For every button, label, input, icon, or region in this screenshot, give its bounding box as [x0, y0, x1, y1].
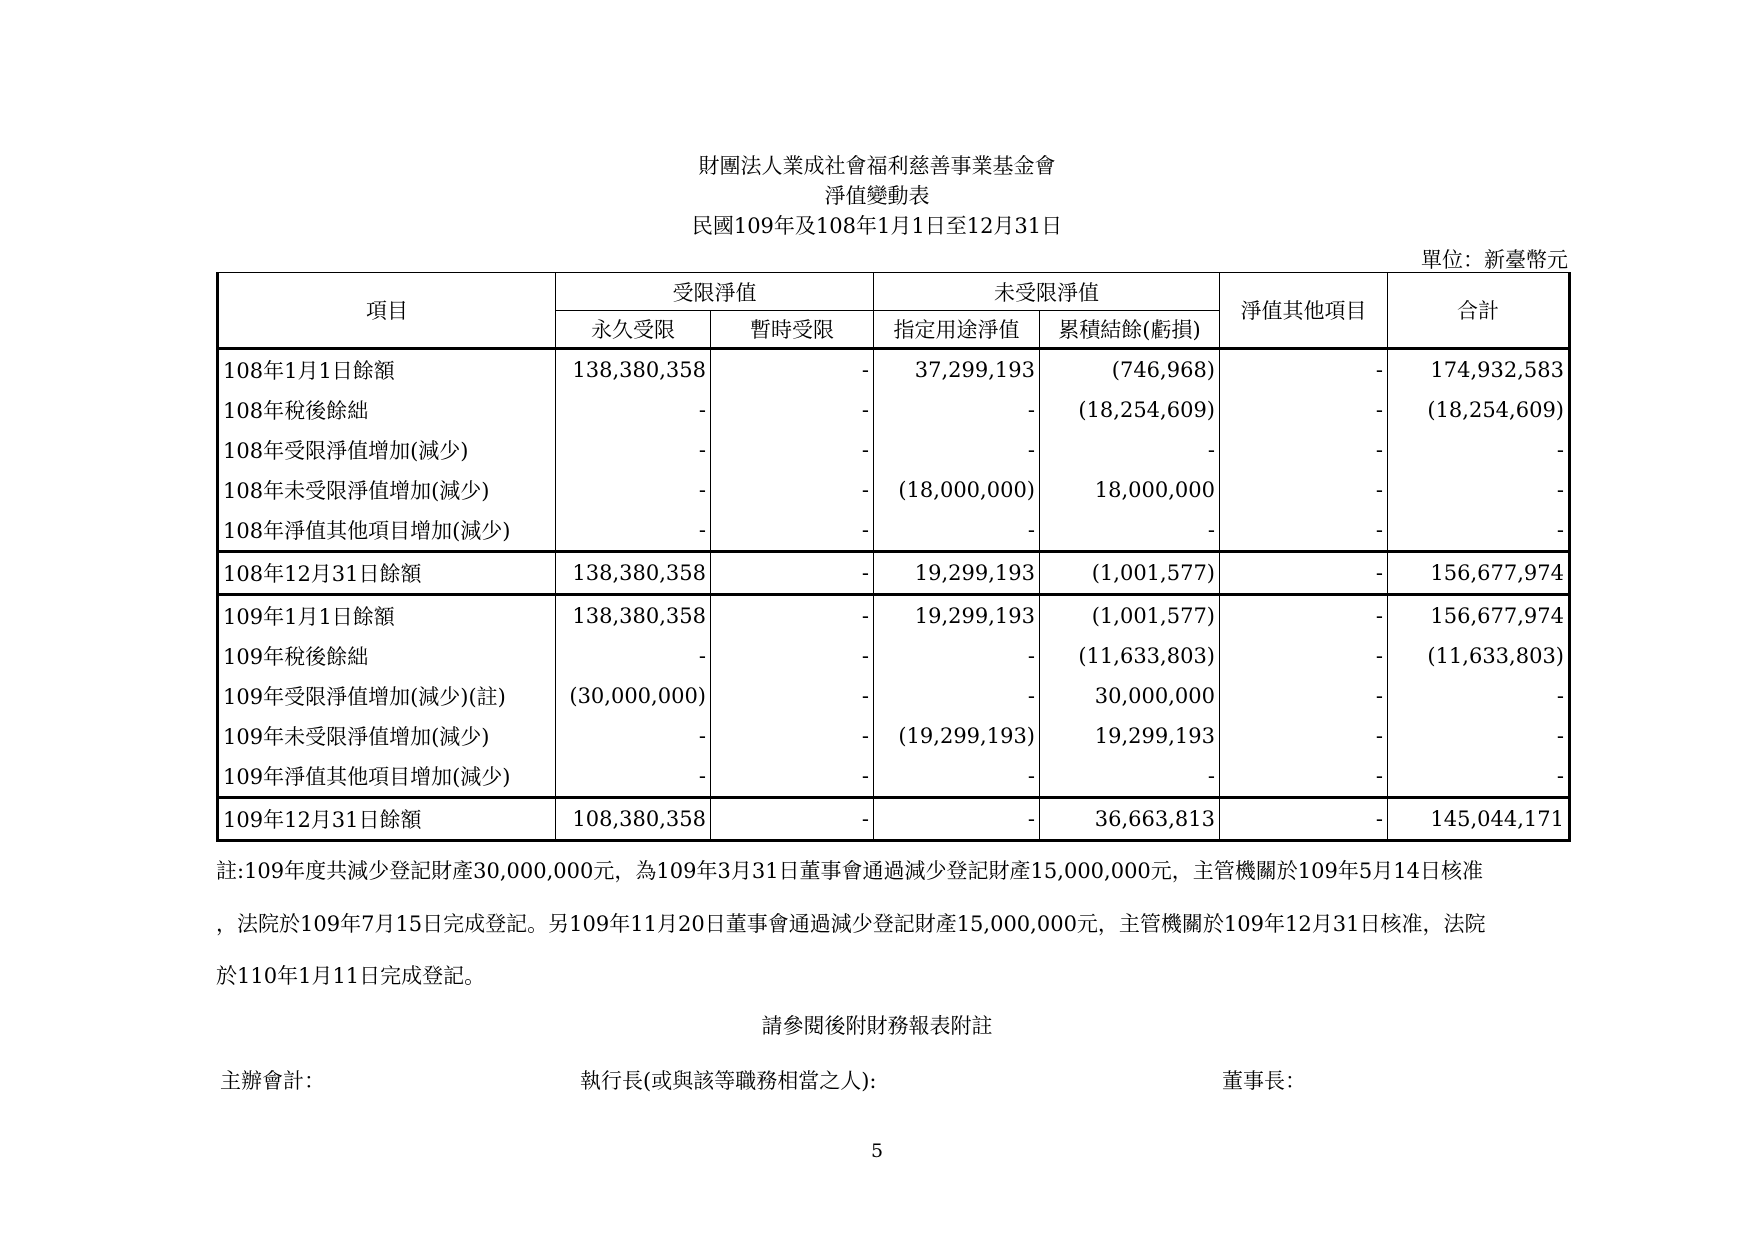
note-line-2: ，法院於109年7月15日完成登記。另109年11月20日董事會通過減少登記財產15,000,000元，主管機關於109年12月31日核准，法院	[216, 912, 1486, 936]
note-line-1: 註:109年度共減少登記財產30,000,000元，為109年3月31日董事會通過減少登記財產15,000,000元，主管機關於109年5月14日核准	[216, 859, 1483, 883]
cell-permanent: -	[556, 390, 711, 430]
cell-other: -	[1220, 636, 1388, 676]
row-label: 109年1月1日餘額	[218, 595, 556, 637]
cell-accumulated: (1,001,577)	[1040, 595, 1220, 637]
cell-accumulated: -	[1040, 430, 1220, 470]
cell-designated: (19,299,193)	[874, 716, 1040, 756]
cell-permanent: -	[556, 510, 711, 552]
header-designated: 指定用途淨值	[874, 311, 1040, 349]
row-label: 108年稅後餘絀	[218, 390, 556, 430]
cell-designated: -	[874, 676, 1040, 716]
cell-total: 156,677,974	[1388, 552, 1570, 595]
row-label: 109年未受限淨值增加(減少)	[218, 716, 556, 756]
cell-other: -	[1220, 510, 1388, 552]
cell-temporary: -	[711, 676, 874, 716]
cell-permanent: 138,380,358	[556, 552, 711, 595]
cell-accumulated: 19,299,193	[1040, 716, 1220, 756]
cell-total: 145,044,171	[1388, 798, 1570, 841]
cell-total: (18,254,609)	[1388, 390, 1570, 430]
table-row	[218, 798, 1570, 841]
report-title: 淨值變動表	[824, 184, 930, 208]
row-label: 108年未受限淨值增加(減少)	[218, 470, 556, 510]
row-label: 108年12月31日餘額	[218, 552, 556, 595]
cell-designated: -	[874, 510, 1040, 552]
cell-other: -	[1220, 595, 1388, 637]
net-worth-change-table	[216, 272, 1571, 842]
row-label: 109年淨值其他項目增加(減少)	[218, 756, 556, 798]
cell-permanent: 138,380,358	[556, 349, 711, 391]
cell-temporary: -	[711, 552, 874, 595]
table-row	[218, 676, 1570, 716]
cell-designated: 19,299,193	[874, 595, 1040, 637]
table-row	[218, 349, 1570, 391]
row-label: 109年稅後餘絀	[218, 636, 556, 676]
organization-title: 財團法人業成社會福利慈善事業基金會	[698, 154, 1056, 178]
cell-permanent: -	[556, 716, 711, 756]
header-restricted: 受限淨值	[556, 273, 874, 311]
cell-permanent: 138,380,358	[556, 595, 711, 637]
header-unrestricted: 未受限淨值	[874, 273, 1220, 311]
header-other: 淨值其他項目	[1220, 273, 1388, 349]
cell-temporary: -	[711, 756, 874, 798]
cell-designated: -	[874, 390, 1040, 430]
cell-total: -	[1388, 470, 1570, 510]
cell-designated: 37,299,193	[874, 349, 1040, 391]
cell-accumulated: 18,000,000	[1040, 470, 1220, 510]
header-temporary: 暫時受限	[711, 311, 874, 349]
cell-designated: (18,000,000)	[874, 470, 1040, 510]
cell-accumulated: -	[1040, 510, 1220, 552]
cell-temporary: -	[711, 390, 874, 430]
cell-accumulated: -	[1040, 756, 1220, 798]
cell-other: -	[1220, 676, 1388, 716]
cell-other: -	[1220, 552, 1388, 595]
cell-other: -	[1220, 798, 1388, 841]
table-row	[218, 636, 1570, 676]
cell-total: -	[1388, 510, 1570, 552]
cell-permanent: 108,380,358	[556, 798, 711, 841]
signature-accountant: 主辦會計：	[220, 1069, 325, 1093]
cell-temporary: -	[711, 636, 874, 676]
row-label: 108年受限淨值增加(減少)	[218, 430, 556, 470]
cell-designated: 19,299,193	[874, 552, 1040, 595]
cell-temporary: -	[711, 798, 874, 841]
cell-accumulated: 30,000,000	[1040, 676, 1220, 716]
cell-other: -	[1220, 716, 1388, 756]
cell-temporary: -	[711, 510, 874, 552]
table-row	[218, 595, 1570, 637]
cell-other: -	[1220, 430, 1388, 470]
cell-temporary: -	[711, 470, 874, 510]
report-period: 民國109年及108年1月1日至12月31日	[691, 214, 1063, 238]
row-label: 108年1月1日餘額	[218, 349, 556, 391]
cell-designated: -	[874, 756, 1040, 798]
cell-other: -	[1220, 470, 1388, 510]
page-number: 5	[870, 1140, 884, 1162]
cell-temporary: -	[711, 595, 874, 637]
cell-total: -	[1388, 756, 1570, 798]
cell-other: -	[1220, 390, 1388, 430]
row-label: 108年淨值其他項目增加(減少)	[218, 510, 556, 552]
cell-accumulated: (11,633,803)	[1040, 636, 1220, 676]
table-row	[218, 470, 1570, 510]
cell-total: -	[1388, 676, 1570, 716]
cell-other: -	[1220, 349, 1388, 391]
currency-unit: 單位：新臺幣元	[1421, 248, 1568, 272]
cell-designated: -	[874, 430, 1040, 470]
header-total: 合計	[1388, 273, 1570, 349]
table-row	[218, 390, 1570, 430]
cell-accumulated: 36,663,813	[1040, 798, 1220, 841]
header-accumulated: 累積結餘(虧損)	[1040, 311, 1220, 349]
note-line-3: 於110年1月11日完成登記。	[216, 964, 486, 988]
cell-total: (11,633,803)	[1388, 636, 1570, 676]
signature-chairman: 董事長：	[1222, 1069, 1306, 1093]
cell-permanent: -	[556, 756, 711, 798]
cell-permanent: -	[556, 470, 711, 510]
cell-total: 156,677,974	[1388, 595, 1570, 637]
header-item: 項目	[218, 273, 556, 349]
cell-designated: -	[874, 798, 1040, 841]
cell-permanent: -	[556, 430, 711, 470]
cell-total: -	[1388, 430, 1570, 470]
cell-temporary: -	[711, 430, 874, 470]
cell-temporary: -	[711, 716, 874, 756]
table-row	[218, 756, 1570, 798]
table-row	[218, 552, 1570, 595]
header-permanent: 永久受限	[556, 311, 711, 349]
cell-total: 174,932,583	[1388, 349, 1570, 391]
cell-permanent: (30,000,000)	[556, 676, 711, 716]
cell-accumulated: (1,001,577)	[1040, 552, 1220, 595]
table-row	[218, 510, 1570, 552]
signature-ceo: 執行長(或與該等職務相當之人):	[580, 1069, 877, 1093]
table-row	[218, 716, 1570, 756]
cell-total: -	[1388, 716, 1570, 756]
cell-designated: -	[874, 636, 1040, 676]
row-label: 109年受限淨值增加(減少)(註)	[218, 676, 556, 716]
cell-accumulated: (18,254,609)	[1040, 390, 1220, 430]
cell-temporary: -	[711, 349, 874, 391]
row-label: 109年12月31日餘額	[218, 798, 556, 841]
cell-other: -	[1220, 756, 1388, 798]
cell-accumulated: (746,968)	[1040, 349, 1220, 391]
cell-permanent: -	[556, 636, 711, 676]
table-row	[218, 430, 1570, 470]
reference-note: 請參閱後附財務報表附註	[761, 1014, 993, 1038]
